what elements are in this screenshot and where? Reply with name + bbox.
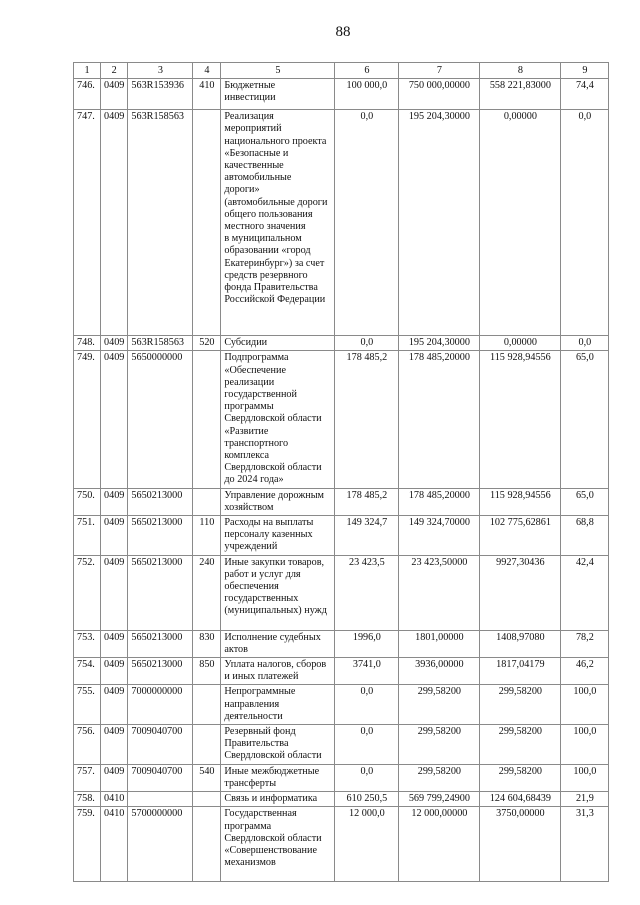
executed-amount: 115 928,94556: [480, 488, 561, 515]
target-article-code: 7009040700: [128, 764, 193, 791]
item-name-line: «Развитие: [224, 425, 269, 437]
approved-amount: 0,0: [335, 725, 399, 765]
target-article-code: 5650000000: [128, 351, 193, 488]
table-row: [74, 630, 609, 657]
item-name-line: в муниципальном: [224, 233, 302, 245]
executed-amount: 299,58200: [480, 764, 561, 791]
expense-type-code: 830: [193, 630, 221, 657]
plan-amount: 178 485,20000: [399, 488, 480, 515]
approved-amount: 3741,0: [335, 658, 399, 685]
table-row: [74, 488, 609, 515]
item-name-line: Свердловской области: [224, 832, 322, 844]
item-name-line: Свердловской области: [224, 750, 322, 762]
approved-amount: 23 423,5: [335, 555, 399, 630]
executed-amount: 1817,04179: [480, 658, 561, 685]
row-number: 748.: [74, 336, 101, 351]
executed-amount: 1408,97080: [480, 630, 561, 657]
item-name-line: образовании «город: [224, 245, 311, 257]
item-name-line: общего пользования: [224, 208, 313, 220]
item-name-line: «Безопасные и: [224, 147, 289, 159]
table-row: [74, 110, 609, 336]
item-name-line: учреждений: [224, 541, 278, 553]
item-name-line: программы: [224, 401, 274, 413]
item-name-line: государственных: [224, 593, 299, 605]
item-name-line: Непрограммные: [224, 686, 296, 698]
item-name-line: персоналу казенных: [224, 529, 313, 541]
executed-amount: 0,00000: [480, 336, 561, 351]
section-code: 0409: [101, 685, 128, 725]
row-number: 755.: [74, 685, 101, 725]
item-name-line: Свердловской области: [224, 462, 322, 474]
target-article-code: 563R153936: [128, 79, 193, 110]
item-name: [221, 658, 335, 685]
item-name-line: трансферты: [224, 777, 277, 789]
row-number: 747.: [74, 110, 101, 336]
item-name: [221, 725, 335, 765]
column-header-4: 4: [193, 63, 221, 79]
expense-type-code: 110: [193, 516, 221, 556]
approved-amount: 0,0: [335, 110, 399, 336]
section-code: 0409: [101, 351, 128, 488]
target-article-code: 5650213000: [128, 658, 193, 685]
approved-amount: 12 000,0: [335, 807, 399, 882]
row-number: 753.: [74, 630, 101, 657]
plan-amount: 195 204,30000: [399, 336, 480, 351]
target-article-code: 5650213000: [128, 516, 193, 556]
item-name-line: и иных платежей: [224, 671, 299, 683]
item-name: [221, 79, 335, 110]
column-header-8: 8: [480, 63, 561, 79]
plan-amount: 569 799,24900: [399, 792, 480, 807]
item-name-line: Расходы на выплаты: [224, 517, 314, 529]
item-name-line: хозяйством: [224, 501, 274, 513]
item-name-line: фонда Правительства: [224, 282, 318, 294]
budget-execution-table: [73, 62, 609, 882]
executed-amount: 3750,00000: [480, 807, 561, 882]
item-name-line: транспортного: [224, 437, 289, 449]
execution-percent: 74,4: [561, 79, 609, 110]
plan-amount: 12 000,00000: [399, 807, 480, 882]
item-name-line: Уплата налогов, сборов: [224, 659, 327, 671]
item-name-line: Резервный фонд: [224, 726, 296, 738]
item-name-line: (муниципальных) нужд: [224, 605, 327, 617]
expense-type-code: 520: [193, 336, 221, 351]
execution-percent: 21,9: [561, 792, 609, 807]
table-row: [74, 725, 609, 765]
expense-type-code: [193, 685, 221, 725]
execution-percent: 100,0: [561, 764, 609, 791]
executed-amount: 299,58200: [480, 685, 561, 725]
row-number: 758.: [74, 792, 101, 807]
item-name-line: Иные межбюджетные: [224, 765, 320, 777]
table-row: [74, 792, 609, 807]
plan-amount: 23 423,50000: [399, 555, 480, 630]
plan-amount: 299,58200: [399, 764, 480, 791]
item-name-line: Подпрограмма: [224, 352, 289, 364]
table-row: [74, 658, 609, 685]
target-article-code: 5700000000: [128, 807, 193, 882]
item-name-line: государственной: [224, 389, 297, 401]
target-article-code: 563R158563: [128, 110, 193, 336]
table-row: [74, 555, 609, 630]
execution-percent: 42,4: [561, 555, 609, 630]
section-code: 0409: [101, 658, 128, 685]
column-header-1: 1: [74, 63, 101, 79]
item-name-line: местного значения: [224, 221, 306, 233]
item-name-line: Исполнение судебных: [224, 631, 321, 643]
approved-amount: 0,0: [335, 336, 399, 351]
executed-amount: 0,00000: [480, 110, 561, 336]
target-article-code: 7000000000: [128, 685, 193, 725]
column-header-2: 2: [101, 63, 128, 79]
column-number-header-row: [74, 63, 609, 79]
row-number: 751.: [74, 516, 101, 556]
execution-percent: 0,0: [561, 110, 609, 336]
item-name-line: средств резервного: [224, 269, 308, 281]
row-number: 756.: [74, 725, 101, 765]
page-number: 88: [335, 24, 351, 40]
target-article-code: 5650213000: [128, 630, 193, 657]
expense-type-code: 410: [193, 79, 221, 110]
section-code: 0409: [101, 555, 128, 630]
item-name-line: механизмов: [224, 857, 276, 869]
item-name-line: инвестиции: [224, 92, 276, 104]
approved-amount: 100 000,0: [335, 79, 399, 110]
approved-amount: 610 250,5: [335, 792, 399, 807]
executed-amount: 558 221,83000: [480, 79, 561, 110]
item-name: [221, 792, 335, 807]
item-name: [221, 555, 335, 630]
section-code: 0409: [101, 725, 128, 765]
plan-amount: 195 204,30000: [399, 110, 480, 336]
approved-amount: 178 485,2: [335, 351, 399, 488]
row-number: 746.: [74, 79, 101, 110]
plan-amount: 149 324,70000: [399, 516, 480, 556]
row-number: 750.: [74, 488, 101, 515]
target-article-code: 563R158563: [128, 336, 193, 351]
section-code: 0409: [101, 110, 128, 336]
plan-amount: 299,58200: [399, 685, 480, 725]
executed-amount: 102 775,62861: [480, 516, 561, 556]
expense-type-code: [193, 792, 221, 807]
section-code: 0409: [101, 488, 128, 515]
target-article-code: [128, 792, 193, 807]
approved-amount: 1996,0: [335, 630, 399, 657]
item-name: [221, 764, 335, 791]
item-name-line: Бюджетные: [224, 80, 276, 92]
column-header-7: 7: [399, 63, 480, 79]
approved-amount: 0,0: [335, 764, 399, 791]
item-name-line: актов: [224, 643, 248, 655]
table-body: [74, 79, 609, 882]
execution-percent: 65,0: [561, 351, 609, 488]
item-name-line: Государственная: [224, 808, 297, 820]
table-row: [74, 336, 609, 351]
target-article-code: 5650213000: [128, 555, 193, 630]
item-name: [221, 807, 335, 882]
item-name-line: Реализация: [224, 111, 274, 123]
section-code: 0409: [101, 79, 128, 110]
item-name-line: деятельности: [224, 710, 283, 722]
execution-percent: 100,0: [561, 725, 609, 765]
item-name: [221, 336, 335, 351]
executed-amount: 299,58200: [480, 725, 561, 765]
execution-percent: 46,2: [561, 658, 609, 685]
item-name-line: Правительства: [224, 738, 289, 750]
table-row: [74, 807, 609, 882]
item-name-line: дороги»: [224, 184, 260, 196]
item-name-line: национального проекта: [224, 135, 327, 147]
table-row: [74, 351, 609, 488]
item-name: [221, 488, 335, 515]
execution-percent: 68,8: [561, 516, 609, 556]
plan-amount: 299,58200: [399, 725, 480, 765]
item-name-line: комплекса: [224, 450, 270, 462]
item-name-line: Иные закупки товаров,: [224, 556, 325, 568]
plan-amount: 178 485,20000: [399, 351, 480, 488]
row-number: 749.: [74, 351, 101, 488]
execution-percent: 0,0: [561, 336, 609, 351]
executed-amount: 124 604,68439: [480, 792, 561, 807]
item-name: [221, 351, 335, 488]
item-name-line: программа: [224, 820, 272, 832]
plan-amount: 750 000,00000: [399, 79, 480, 110]
execution-percent: 78,2: [561, 630, 609, 657]
column-header-9: 9: [561, 63, 609, 79]
section-code: 0409: [101, 630, 128, 657]
item-name-line: реализации: [224, 376, 275, 388]
row-number: 759.: [74, 807, 101, 882]
approved-amount: 0,0: [335, 685, 399, 725]
item-name-line: направления: [224, 698, 280, 710]
table-row: [74, 79, 609, 110]
plan-amount: 1801,00000: [399, 630, 480, 657]
item-name-line: Управление дорожным: [224, 489, 325, 501]
item-name-line: до 2024 года»: [224, 474, 284, 486]
item-name: [221, 685, 335, 725]
item-name-line: Субсидии: [224, 337, 268, 349]
item-name-line: работ и услуг для: [224, 568, 301, 580]
executed-amount: 115 928,94556: [480, 351, 561, 488]
section-code: 0409: [101, 336, 128, 351]
section-code: 0409: [101, 516, 128, 556]
item-name-line: мероприятий: [224, 123, 282, 135]
execution-percent: 100,0: [561, 685, 609, 725]
table-row: [74, 685, 609, 725]
plan-amount: 3936,00000: [399, 658, 480, 685]
section-code: 0409: [101, 764, 128, 791]
item-name-line: Свердловской области: [224, 413, 322, 425]
expense-type-code: [193, 488, 221, 515]
item-name: [221, 110, 335, 336]
expense-type-code: 850: [193, 658, 221, 685]
approved-amount: 178 485,2: [335, 488, 399, 515]
item-name-line: Связь и информатика: [224, 793, 318, 805]
item-name-line: качественные: [224, 160, 284, 172]
target-article-code: 5650213000: [128, 488, 193, 515]
expense-type-code: 540: [193, 764, 221, 791]
execution-percent: 65,0: [561, 488, 609, 515]
item-name-line: Екатеринбург») за счет: [224, 257, 325, 269]
item-name: [221, 516, 335, 556]
item-name-line: обеспечения: [224, 581, 279, 593]
table-row: [74, 764, 609, 791]
item-name-line: «Обеспечение: [224, 364, 286, 376]
column-header-3: 3: [128, 63, 193, 79]
expense-type-code: 240: [193, 555, 221, 630]
expense-type-code: [193, 351, 221, 488]
executed-amount: 9927,30436: [480, 555, 561, 630]
expense-type-code: [193, 807, 221, 882]
row-number: 752.: [74, 555, 101, 630]
item-name-line: «Совершенствование: [224, 844, 317, 856]
table-row: [74, 516, 609, 556]
item-name-line: Российской Федерации: [224, 294, 326, 306]
section-code: 0410: [101, 792, 128, 807]
approved-amount: 149 324,7: [335, 516, 399, 556]
section-code: 0410: [101, 807, 128, 882]
item-name-line: автомобильные: [224, 172, 292, 184]
column-header-6: 6: [335, 63, 399, 79]
target-article-code: 7009040700: [128, 725, 193, 765]
expense-type-code: [193, 110, 221, 336]
expense-type-code: [193, 725, 221, 765]
item-name: [221, 630, 335, 657]
column-header-5: 5: [221, 63, 335, 79]
execution-percent: 31,3: [561, 807, 609, 882]
row-number: 754.: [74, 658, 101, 685]
item-name-line: (автомобильные дороги: [224, 196, 328, 208]
row-number: 757.: [74, 764, 101, 791]
